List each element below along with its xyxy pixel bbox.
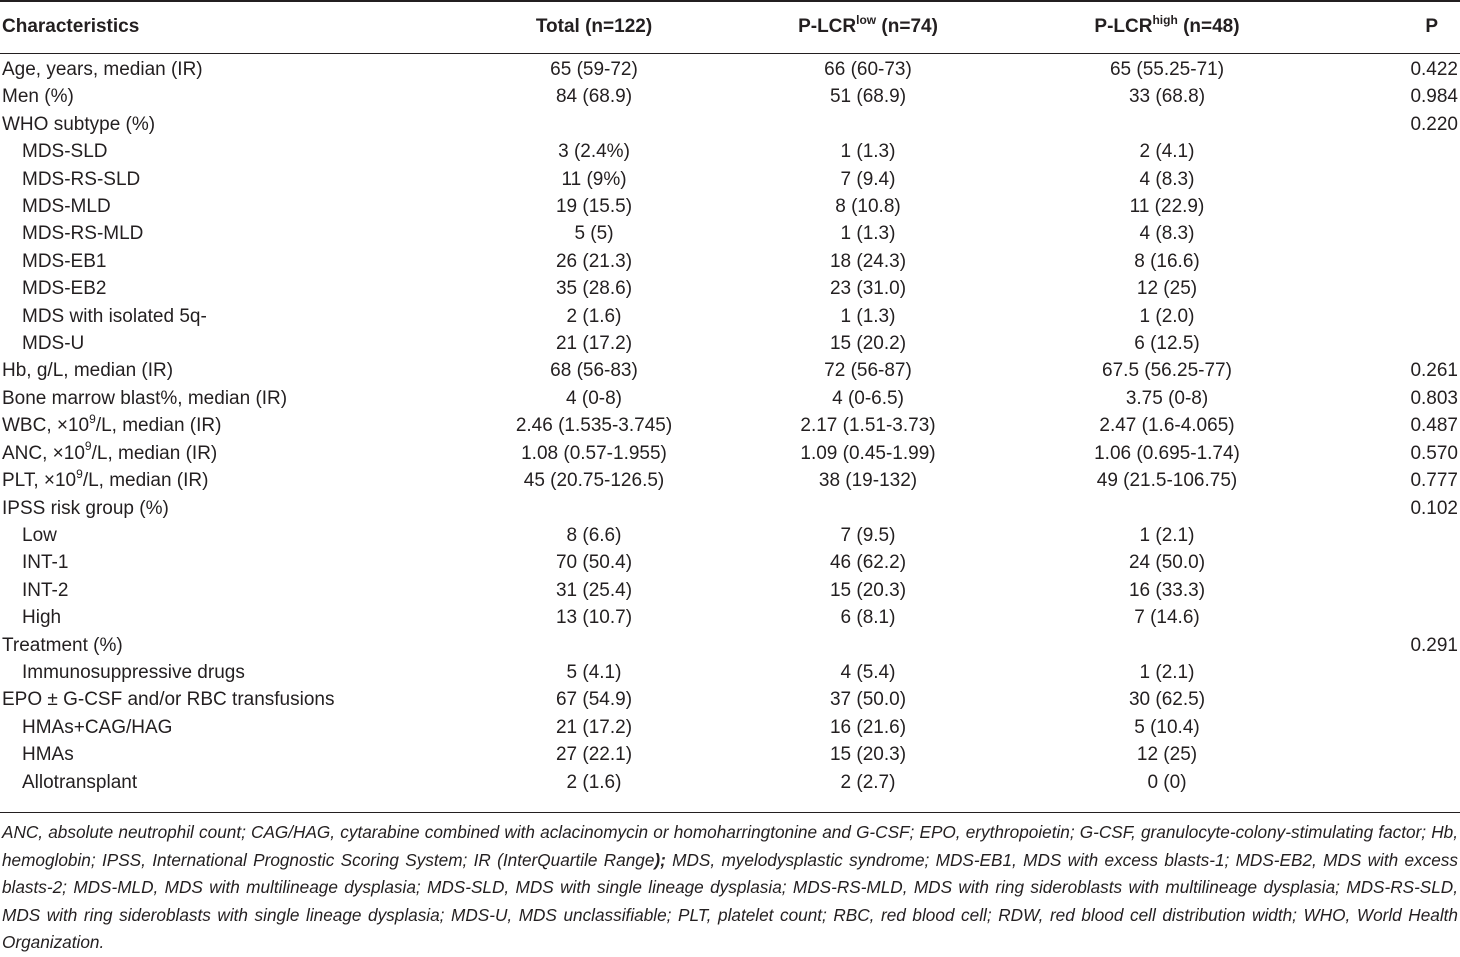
total-cell [454, 111, 694, 138]
table-row [0, 467, 1460, 494]
total-cell [454, 632, 694, 659]
row-label [0, 659, 454, 686]
plcr-high-cell [1012, 495, 1316, 522]
p-value-cell [1316, 138, 1460, 165]
plcr-high-cell: 24 (50.0) [1128, 552, 1206, 574]
row-label [0, 56, 454, 83]
p-value-cell: 0.984 [1410, 86, 1458, 108]
row-label-text: MDS-RS-MLD [22, 223, 144, 245]
row-label [0, 440, 454, 467]
table-row [0, 769, 1460, 796]
p-value-cell [1316, 166, 1460, 193]
footnote-part1: ANC, absolute neutrophil count; CAG/HAG, cytarabine combined with aclacinomycin or homoharringtonine and G-CSF; EPO, erythropoietin; G-CSF, granulocyte-colony-stimulating factor; Hb, hemoglobin; IPSS, International Prognostic Scoring System; IR (InterQuartile Range [2, 822, 1458, 870]
p-value-cell [1316, 769, 1460, 796]
table-row [0, 166, 1460, 193]
row-label-text: HMAs+CAG/HAG [22, 716, 173, 738]
total-cell: 11 (9%) [561, 168, 627, 190]
table-row [0, 193, 1460, 220]
p-value-cell [1316, 549, 1460, 576]
plcr-low-cell [694, 632, 1012, 659]
plcr-low-cell: 38 (19-132) [818, 470, 918, 492]
row-label-text: Age, years, median (IR) [2, 59, 203, 80]
header-plcr-low [694, 12, 1012, 42]
table-row [0, 522, 1460, 549]
plcr-low-cell: 8 (10.8) [835, 196, 901, 218]
plcr-high-cell: 12 (25) [1136, 278, 1198, 300]
plcr-low-cell: 4 (0-6.5) [832, 387, 904, 409]
table-row [0, 385, 1460, 412]
p-value-cell [1316, 741, 1460, 768]
total-cell: 5 (5) [574, 223, 614, 245]
row-label-text: Hb, g/L, median (IR) [2, 360, 174, 382]
plcr-low-cell: 7 (9.5) [840, 524, 896, 546]
p-value-cell [1316, 522, 1460, 549]
plcr-high-cell: 2 (4.1) [1139, 141, 1195, 163]
plcr-low-cell: 18 (24.3) [829, 250, 907, 272]
plcr-low-cell: 72 (56-87) [824, 360, 912, 382]
plcr-high-cell: 8 (16.6) [1134, 250, 1200, 272]
plcr-low-cell: 16 (21.6) [829, 716, 907, 738]
plcr-low-cell: 46 (62.2) [829, 552, 907, 574]
plcr-high-cell: 12 (25) [1136, 744, 1198, 766]
table-row [0, 632, 1460, 659]
plcr-high-cell: 16 (33.3) [1128, 579, 1206, 601]
row-label-text: MDS-EB2 [22, 278, 107, 300]
header-total: Total (n=122) [535, 16, 653, 37]
table-row [0, 83, 1460, 110]
row-label [0, 83, 454, 110]
p-value-cell [1316, 275, 1460, 302]
total-cell: 84 (68.9) [555, 86, 633, 108]
row-label [0, 769, 454, 796]
plcr-low-cell: 1 (1.3) [840, 141, 896, 163]
p-value-cell [1316, 330, 1460, 357]
p-value-cell [1316, 303, 1460, 330]
plcr-high-cell: 2.47 (1.6-4.065) [1099, 415, 1235, 437]
row-label [0, 193, 454, 220]
table-row [0, 604, 1460, 631]
total-cell: 2.46 (1.535-3.745) [515, 415, 673, 437]
row-label [0, 412, 454, 439]
plcr-low-cell: 4 (5.4) [840, 661, 896, 683]
table-row [0, 275, 1460, 302]
plcr-high-cell: 1 (2.1) [1139, 661, 1195, 683]
row-label [0, 275, 454, 302]
row-label-text: MDS-MLD [22, 196, 111, 218]
row-label [0, 522, 454, 549]
plcr-high-cell: 65 (55.25-71) [1109, 59, 1225, 80]
plcr-low-cell: 2.17 (1.51-3.73) [800, 415, 936, 437]
p-value-cell [1316, 714, 1460, 741]
p-value-cell: 0.220 [1410, 113, 1458, 135]
total-cell: 31 (25.4) [555, 579, 633, 601]
header-plcr-high-sup: high [1152, 12, 1178, 27]
row-label-text: Treatment (%) [2, 634, 123, 656]
table-row [0, 330, 1460, 357]
table-row [0, 56, 1460, 83]
row-label-text: EPO ± G-CSF and/or RBC transfusions [2, 689, 335, 711]
row-label-text: Allotransplant [22, 771, 138, 793]
row-label [0, 385, 454, 412]
row-label-text: WHO subtype (%) [2, 113, 156, 135]
row-label-sup: 9 [89, 411, 96, 426]
row-label-sup: 9 [84, 439, 92, 454]
row-label-text: INT-2 [22, 579, 69, 601]
row-label [0, 166, 454, 193]
total-cell: 67 (54.9) [555, 689, 633, 711]
total-cell: 68 (56-83) [550, 360, 638, 382]
row-label [0, 577, 454, 604]
plcr-low-cell: 1 (1.3) [840, 305, 896, 327]
plcr-high-cell: 49 (21.5-106.75) [1096, 470, 1238, 492]
p-value-cell: 0.570 [1410, 442, 1458, 464]
footnote-bold: ); [654, 849, 666, 870]
row-label-text: High [22, 607, 62, 629]
table-row [0, 248, 1460, 275]
plcr-low-cell: 23 (31.0) [829, 278, 907, 300]
table-footnote [2, 819, 1458, 957]
row-label [0, 248, 454, 275]
total-cell: 21 (17.2) [555, 716, 633, 738]
table-row [0, 577, 1460, 604]
p-value-cell [1316, 604, 1460, 631]
table-row [0, 357, 1460, 384]
row-label [0, 604, 454, 631]
table-row [0, 440, 1460, 467]
row-label-text: Low [22, 524, 57, 546]
p-value-cell [1316, 686, 1460, 713]
plcr-high-cell: 11 (22.9) [1129, 196, 1205, 218]
characteristics-table [0, 12, 1460, 796]
row-label [0, 467, 454, 494]
p-value-cell [1316, 248, 1460, 275]
p-value-cell [1316, 659, 1460, 686]
total-cell: 70 (50.4) [555, 552, 633, 574]
plcr-high-cell: 7 (14.6) [1134, 607, 1200, 629]
table-row [0, 714, 1460, 741]
row-label-text: Immunosuppressive drugs [22, 661, 245, 683]
plcr-low-cell: 7 (9.4) [840, 168, 896, 190]
plcr-high-cell: 0 (0) [1147, 771, 1187, 793]
row-label [0, 220, 454, 247]
plcr-low-cell: 15 (20.3) [829, 744, 907, 766]
total-cell: 45 (20.75-126.5) [523, 470, 665, 492]
plcr-high-cell: 3.75 (0-8) [1125, 387, 1209, 409]
header-plcr-high-text: P-LCR [1094, 16, 1153, 37]
plcr-low-cell: 37 (50.0) [829, 689, 907, 711]
table-row [0, 412, 1460, 439]
header-plcr-low-sup: low [856, 12, 877, 27]
row-label [0, 111, 454, 138]
row-label-suffix: /L, median (IR) [95, 415, 222, 437]
row-label-text: ANC, ×10 [2, 442, 85, 464]
row-label-text: MDS with isolated 5q- [22, 305, 207, 327]
table-row [0, 111, 1460, 138]
p-value-cell: 0.487 [1410, 415, 1458, 437]
plcr-low-cell: 15 (20.3) [829, 579, 907, 601]
total-cell: 8 (6.6) [566, 524, 622, 546]
plcr-high-cell: 1 (2.0) [1139, 305, 1195, 327]
header-plcr-high-suffix: (n=48) [1177, 16, 1240, 37]
table-row [0, 138, 1460, 165]
plcr-low-cell [694, 111, 1012, 138]
row-label-text: WBC, ×10 [2, 415, 90, 437]
row-label-text: MDS-RS-SLD [22, 168, 141, 190]
row-label [0, 138, 454, 165]
plcr-high-cell [1012, 111, 1316, 138]
plcr-low-cell [694, 495, 1012, 522]
p-value-cell: 0.777 [1410, 470, 1458, 492]
footnote-part2: MDS, myelodysplastic syndrome; MDS-EB1, MDS with excess blasts-1; MDS-EB2, MDS with excess blasts-2; MDS-MLD, MDS with multilineage dysplasia; MDS-SLD, MDS with single lineage dysplasia; MDS-RS-MLD, MDS with ring sideroblasts with multilineage dysplasia; MDS-RS-SLD, MDS with ring sideroblasts with single lineage dysplasia; MDS-U, MDS unclassifiable; PLT, platelet count; RBC, red blood cell; RDW, red blood cell distribution width; WHO, World Health Organization. [2, 849, 1458, 953]
header-p: P [1425, 16, 1438, 37]
header-plcr-low-suffix: (n=74) [876, 16, 938, 37]
plcr-high-cell: 1 (2.1) [1139, 524, 1195, 546]
row-label [0, 357, 454, 384]
total-cell: 19 (15.5) [555, 196, 633, 218]
p-value-cell: 0.102 [1410, 497, 1458, 519]
plcr-high-cell: 67.5 (56.25-77) [1102, 360, 1232, 382]
row-label-text: IPSS risk group (%) [2, 497, 169, 519]
total-cell: 3 (2.4%) [558, 141, 630, 163]
p-value-cell [1316, 220, 1460, 247]
total-cell: 26 (21.3) [555, 250, 633, 272]
table-header [0, 12, 1460, 56]
row-label [0, 330, 454, 357]
plcr-high-cell: 33 (68.8) [1128, 86, 1206, 108]
row-label [0, 686, 454, 713]
plcr-high-cell: 5 (10.4) [1134, 716, 1200, 738]
p-value-cell: 0.422 [1410, 59, 1458, 80]
total-cell: 2 (1.6) [566, 771, 622, 793]
top-rule [0, 0, 1460, 2]
row-label [0, 549, 454, 576]
row-label [0, 632, 454, 659]
plcr-high-cell: 6 (12.5) [1134, 333, 1200, 355]
plcr-high-cell [1012, 632, 1316, 659]
row-label-text: HMAs [22, 744, 74, 766]
row-label-suffix: /L, median (IR) [82, 470, 209, 492]
row-label-text: MDS-U [22, 333, 85, 355]
row-label-text: INT-1 [22, 552, 69, 574]
total-cell: 27 (22.1) [555, 744, 633, 766]
row-label [0, 495, 454, 522]
table-row [0, 495, 1460, 522]
row-label [0, 741, 454, 768]
header-plcr-high [1012, 12, 1316, 42]
plcr-low-cell: 15 (20.2) [829, 333, 907, 355]
row-label-text: Bone marrow blast%, median (IR) [2, 387, 288, 409]
row-label-text: PLT, ×10 [2, 470, 77, 492]
plcr-low-cell: 6 (8.1) [840, 607, 896, 629]
plcr-high-cell: 4 (8.3) [1139, 168, 1195, 190]
row-label-text: Men (%) [2, 86, 74, 108]
table-row [0, 659, 1460, 686]
total-cell [454, 495, 694, 522]
plcr-low-cell: 1 (1.3) [840, 223, 896, 245]
row-label-suffix: /L, median (IR) [91, 442, 218, 464]
table-row [0, 741, 1460, 768]
plcr-low-cell: 51 (68.9) [829, 86, 907, 108]
table-row [0, 220, 1460, 247]
plcr-high-cell: 1.06 (0.695-1.74) [1094, 442, 1240, 464]
bottom-rule [0, 812, 1460, 813]
row-label-sup: 9 [76, 466, 83, 481]
table-body [0, 56, 1460, 796]
total-cell: 5 (4.1) [566, 661, 622, 683]
total-cell: 21 (17.2) [555, 333, 633, 355]
p-value-cell: 0.291 [1410, 634, 1458, 656]
header-plcr-low-text: P-LCR [798, 16, 857, 37]
plcr-low-cell: 2 (2.7) [840, 771, 896, 793]
header-characteristics: Characteristics [2, 16, 140, 37]
total-cell: 35 (28.6) [555, 278, 633, 300]
total-cell: 65 (59-72) [550, 59, 638, 80]
p-value-cell: 0.261 [1410, 360, 1458, 382]
header-spacer [0, 42, 1460, 56]
plcr-high-cell: 4 (8.3) [1139, 223, 1195, 245]
total-cell: 4 (0-8) [566, 387, 622, 409]
table-row [0, 686, 1460, 713]
p-value-cell [1316, 577, 1460, 604]
total-cell: 1.08 (0.57-1.955) [521, 442, 667, 464]
total-cell: 13 (10.7) [555, 607, 633, 629]
table-row [0, 549, 1460, 576]
plcr-high-cell: 30 (62.5) [1128, 689, 1206, 711]
row-label-text: MDS-EB1 [22, 250, 107, 272]
table-row [0, 303, 1460, 330]
row-label-text: MDS-SLD [22, 141, 108, 163]
total-cell: 2 (1.6) [566, 305, 622, 327]
p-value-cell [1316, 193, 1460, 220]
plcr-low-cell: 1.09 (0.45-1.99) [800, 442, 936, 464]
row-label [0, 303, 454, 330]
p-value-cell: 0.803 [1410, 387, 1458, 409]
row-label [0, 714, 454, 741]
plcr-low-cell: 66 (60-73) [824, 59, 912, 80]
